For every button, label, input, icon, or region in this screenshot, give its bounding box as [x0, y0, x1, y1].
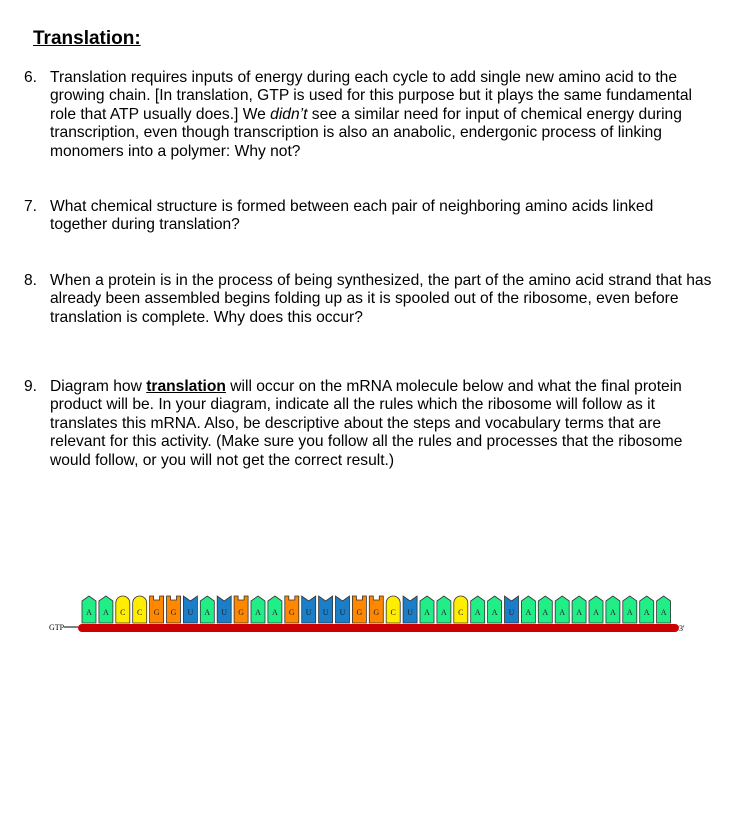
nucleotide-letter: A: [559, 608, 566, 617]
nucleotide-letter: A: [525, 608, 532, 617]
nucleotide-G: [285, 596, 299, 623]
nucleotide-A: [488, 596, 502, 623]
nucleotide-G: [150, 596, 164, 623]
nucleotide-C: [454, 596, 468, 623]
nucleotide-letter: C: [137, 608, 143, 617]
nucleotide-U: [319, 596, 333, 623]
nucleotide-letter: A: [593, 608, 599, 617]
question-text-part: Diagram how: [50, 378, 147, 395]
nucleotide-A: [82, 596, 96, 623]
nucleotide-letter: A: [610, 608, 616, 617]
nucleotide-letter: C: [120, 608, 126, 617]
question-text-part: Translation requires inputs of energy during each cycle to add single new amino acid to the growing chain. [In translation, GTP is used for this purpose but it plays the same fundamental role that ATP usually does.] We: [50, 69, 693, 123]
nucleotide-C: [133, 596, 147, 623]
nucleotide-A: [572, 596, 586, 623]
nucleotide-A: [437, 596, 451, 623]
nucleotide-letter: U: [339, 608, 346, 617]
nucleotide-letter: C: [390, 608, 396, 617]
nucleotide-letter: A: [103, 608, 109, 617]
nucleotide-letter: U: [322, 608, 329, 617]
nucleotide-A: [471, 596, 485, 623]
nucleotide-letter: A: [643, 608, 650, 617]
nucleotide-A: [420, 596, 434, 623]
question-6: [24, 69, 714, 161]
question-number: 6.: [24, 69, 38, 86]
question-text-part: see a similar need for input of chemical energy during transcription, even though transcription is also an anabolic, endergonic process of linking monomers into a polymer: Why not?: [50, 105, 682, 160]
question-text: When a protein is in the process of being synthesized, the part of the amino acid strand that has already been assembled begins folding up as it is spooled out of the ribosome, even before translation is complete. Why does this occur?: [50, 272, 712, 326]
nucleotide-A: [251, 596, 265, 623]
mrna-diagram: [0, 580, 743, 650]
nucleotide-U: [302, 596, 316, 623]
nucleotide-A: [555, 596, 569, 623]
nucleotide-G: [352, 596, 366, 623]
question-9: [24, 378, 714, 470]
question-text: What chemical structure is formed between each pair of neighboring amino acids linked together during translation?: [50, 198, 654, 234]
nucleotide-U: [505, 596, 519, 623]
nucleotide-C: [116, 596, 130, 623]
gtp-label: GTP: [49, 623, 65, 632]
nucleotide-A: [521, 596, 535, 623]
nucleotide-letter: A: [204, 608, 211, 617]
question-text: [50, 378, 714, 470]
nucleotide-G: [369, 596, 383, 623]
question-number: 9.: [24, 378, 38, 395]
nucleotide-letter: A: [474, 608, 481, 617]
nucleotide-letter: G: [153, 608, 160, 617]
nucleotide-A: [623, 596, 637, 623]
nucleotide-letter: A: [441, 608, 447, 617]
nucleotide-letter: A: [255, 608, 261, 617]
nucleotide-letter: A: [542, 608, 549, 617]
nucleotide-U: [217, 596, 231, 623]
nucleotide-letter: G: [170, 608, 177, 617]
nucleotide-letter: A: [491, 608, 498, 617]
question-7: [24, 198, 714, 235]
nucleotide-letter: A: [424, 608, 430, 617]
bold-term: translation: [146, 378, 226, 395]
three-prime-label: 3': [679, 624, 685, 633]
nucleotide-A: [606, 596, 620, 623]
nucleotide-A: [640, 596, 654, 623]
nucleotide-letter: U: [407, 608, 413, 617]
nucleotide-letter: U: [221, 608, 228, 617]
nucleotide-letter: A: [626, 608, 633, 617]
question-text-part: will occur on the mRNA molecule below and what the final protein product will be. In your diagram, indicate all the rules which the ribosome will follow as it translates this mRNA. Also, be descriptive about the steps and vocabulary terms that are relevant for this activity. (Make sure you follow all the rules and processes that the ribosome would follow, or you will not get the correct result.): [50, 378, 683, 469]
nucleotide-letter: A: [576, 608, 582, 617]
nucleotide-letter: A: [272, 608, 278, 617]
nucleotide-U: [183, 596, 197, 623]
nucleotide-letter: U: [187, 608, 194, 617]
nucleotide-A: [200, 596, 214, 623]
nucleotide-letter: C: [458, 608, 464, 617]
nucleotide-letter: G: [238, 608, 244, 617]
nucleotide-G: [167, 596, 181, 623]
nucleotide-letter: U: [305, 608, 312, 617]
nucleotide-letter: G: [288, 608, 295, 617]
nucleotide-C: [386, 596, 400, 623]
nucleotide-U: [336, 596, 350, 623]
question-number: 8.: [24, 272, 38, 289]
nucleotide-letter: U: [508, 608, 515, 617]
nucleotide-A: [538, 596, 552, 623]
section-title: Translation:: [33, 28, 141, 49]
nucleotide-A: [268, 596, 282, 623]
question-number: 7.: [24, 198, 38, 215]
question-text: [50, 69, 714, 161]
nucleotide-A: [657, 596, 671, 623]
nucleotide-U: [403, 596, 417, 623]
emphasized-word: didn’t: [270, 105, 308, 123]
nucleotide-letter: A: [660, 608, 667, 617]
nucleotide-A: [99, 596, 113, 623]
question-8: [24, 272, 714, 327]
nucleotide-group: [82, 596, 671, 623]
nucleotide-letter: G: [373, 608, 380, 617]
nucleotide-letter: A: [86, 608, 92, 617]
nucleotide-G: [234, 596, 248, 623]
nucleotide-letter: G: [356, 608, 363, 617]
nucleotide-A: [589, 596, 603, 623]
